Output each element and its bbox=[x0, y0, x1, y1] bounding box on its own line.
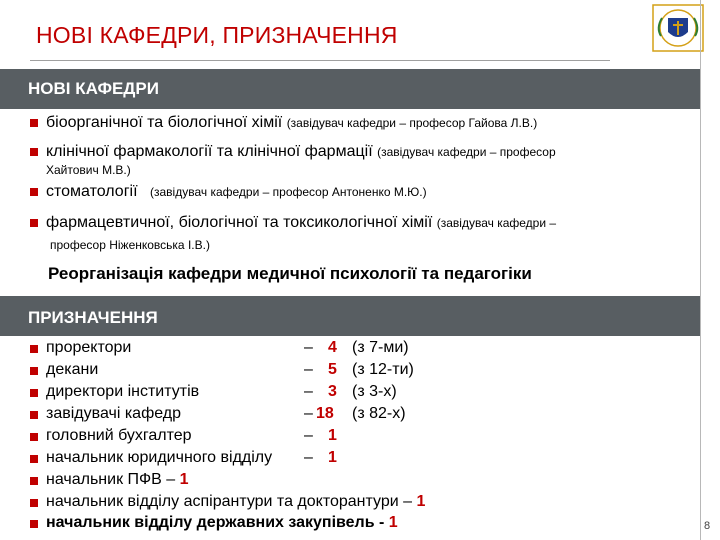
department-item-4-cont: професор Ніженковська І.В.) bbox=[50, 238, 210, 252]
bullet-icon bbox=[30, 433, 38, 441]
department-item-4: фармацевтичної, біологічної та токсикологічної хімії (завідувач кафедри – bbox=[46, 214, 557, 231]
page-number: 8 bbox=[704, 520, 711, 532]
bullet-icon bbox=[30, 119, 38, 127]
title-divider bbox=[30, 60, 610, 61]
section-appointments-heading: ПРИЗНАЧЕННЯ bbox=[0, 296, 700, 336]
right-margin-rule bbox=[700, 0, 720, 540]
department-item-2: клінічної фармакології та клінічної фармації (завідувач кафедри – професор bbox=[46, 143, 556, 160]
reorganization-note: Реорганізація кафедри медичної психології та педагогіки bbox=[48, 264, 532, 283]
bullet-icon bbox=[30, 499, 38, 507]
bullet-icon bbox=[30, 367, 38, 375]
bullet-icon bbox=[30, 389, 38, 397]
appointment-row: начальник відділу державних закупівель - 1 bbox=[46, 514, 398, 531]
department-item-3: стоматології (завідувач кафедри – професор Антоненко М.Ю.) bbox=[46, 183, 427, 200]
department-item-1: біоорганічної та біологічної хімії (завідувач кафедри – професор Гайова Л.В.) bbox=[46, 114, 538, 131]
bullet-icon bbox=[30, 148, 38, 156]
bullet-icon bbox=[30, 477, 38, 485]
bullet-icon bbox=[30, 219, 38, 227]
bullet-icon bbox=[30, 520, 38, 528]
bullet-icon bbox=[30, 188, 38, 196]
appointment-row: начальник ПФВ – 1 bbox=[46, 471, 189, 488]
university-crest-icon bbox=[652, 4, 704, 52]
bullet-icon bbox=[30, 345, 38, 353]
appointment-row: начальник відділу аспірантури та докторантури – 1 bbox=[46, 493, 426, 510]
department-item-2-cont: Хайтович М.В.) bbox=[46, 163, 131, 177]
slide-title: НОВІ КАФЕДРИ, ПРИЗНАЧЕННЯ bbox=[36, 22, 398, 48]
section-new-heading: НОВІ КАФЕДРИ bbox=[0, 69, 700, 109]
bullet-icon bbox=[30, 455, 38, 463]
bullet-icon bbox=[30, 411, 38, 419]
